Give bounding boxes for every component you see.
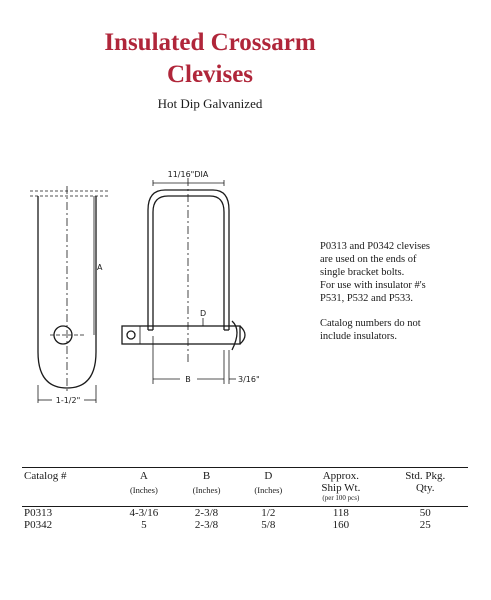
dim-a: A — [97, 263, 103, 272]
description-line: For use with insulator #'s — [320, 280, 426, 291]
dim-d: D — [200, 309, 207, 318]
dim-gap: 3/16" — [238, 375, 260, 384]
col-qty: Std. Pkg. Qty. — [383, 468, 469, 507]
front-view — [122, 178, 245, 384]
description-line: are used on the ends of — [320, 254, 417, 265]
table-cell: 2-3/8 — [194, 519, 219, 531]
dim-width: 1-1/2" — [55, 396, 81, 405]
col-a: A (Inches) — [112, 468, 176, 507]
table-row — [22, 507, 468, 520]
description — [320, 240, 470, 355]
title-line-2: Clevises — [166, 61, 254, 88]
dim-b: B — [185, 375, 191, 384]
table-cell: 5 — [141, 519, 147, 531]
side-view — [30, 186, 110, 403]
table-cell: P0313 — [24, 507, 53, 519]
table-cell: 1/2 — [261, 507, 276, 519]
col-d: D (Inches) — [237, 468, 299, 507]
col-weight: Approx. Ship Wt. (per 100 pcs) — [299, 468, 382, 507]
table-cell: 160 — [332, 519, 350, 531]
spec-table — [22, 468, 468, 531]
col-b: B (Inches) — [176, 468, 238, 507]
description-line: Catalog numbers do not — [320, 318, 421, 329]
description-paragraph-2 — [320, 317, 470, 343]
subtitle: Hot Dip Galvanized — [157, 96, 263, 111]
table-cell: 2-3/8 — [194, 507, 219, 519]
table-top-rule — [22, 467, 468, 468]
description-line: P531, P532 and P533. — [320, 293, 414, 304]
col-catalog: Catalog # — [22, 468, 112, 507]
table-row — [22, 519, 468, 531]
table-cell: 25 — [419, 519, 431, 531]
description-line: include insulators. — [320, 331, 397, 342]
table-cell: 118 — [332, 507, 349, 519]
table-cell: 50 — [419, 507, 431, 519]
table-cell: 4-3/16 — [129, 507, 159, 519]
table-cell: P0342 — [24, 519, 53, 531]
description-line: single bracket bolts. — [320, 267, 405, 278]
description-line: P0313 and P0342 clevises — [320, 241, 430, 252]
dim-dia: 11/16"DIA — [167, 170, 209, 179]
table-cell: 5/8 — [261, 519, 276, 531]
description-paragraph-1 — [320, 240, 470, 305]
title-line-1: Insulated Crossarm — [104, 29, 316, 56]
table-header-row — [22, 468, 468, 507]
